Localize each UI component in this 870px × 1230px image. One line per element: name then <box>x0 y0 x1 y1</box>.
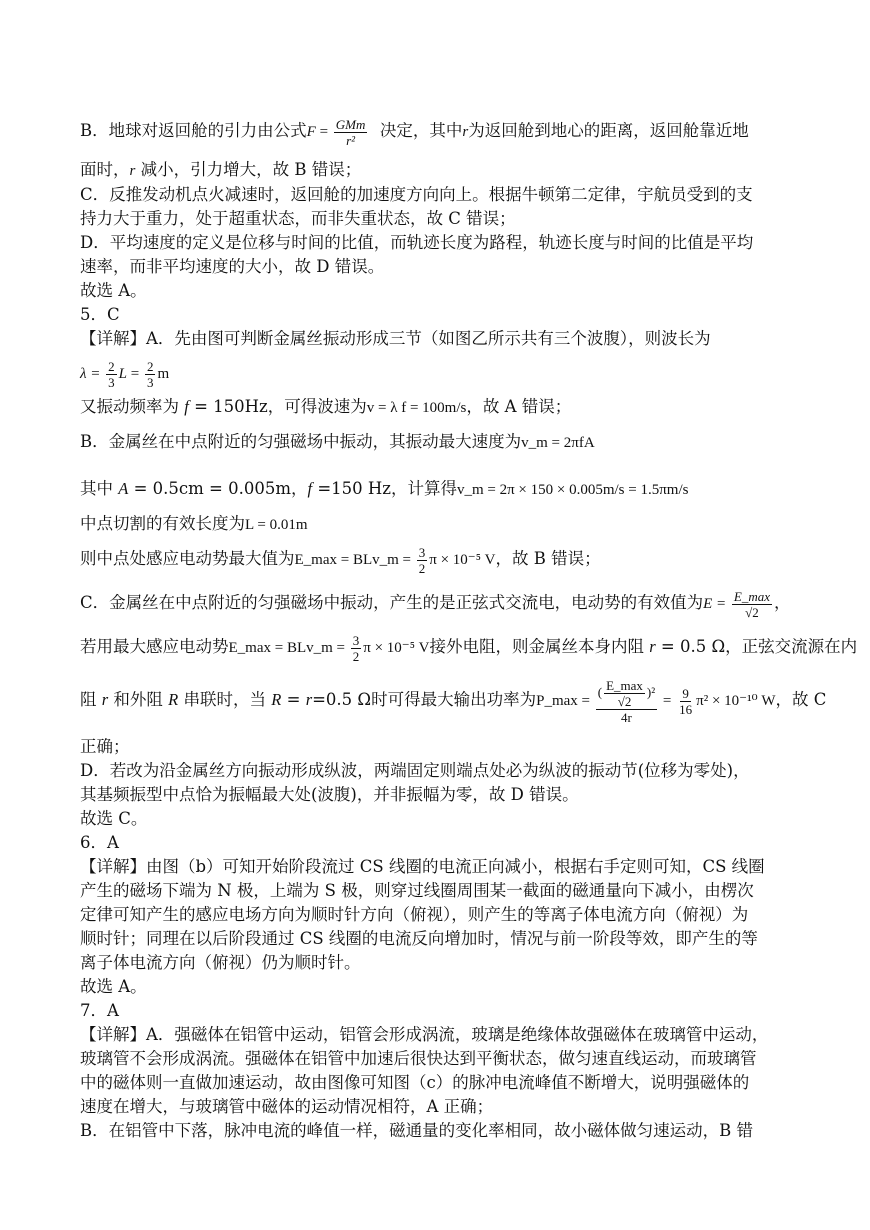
text-line: 【详解】由图（b）可知开始阶段流过 CS 线圈的电流正向减小，根据右手定则可知，CS 线圈 <box>80 857 765 876</box>
text-line: 中的磁体则一直做加速运动，故由图像可知图（c）的脉冲电流峰值不断增大，说明强磁体的 <box>80 1073 750 1092</box>
text-line: C．反推发动机点火减速时，返回舱的加速度方向向上。根据牛顿第二定律，宇航员受到的支 <box>80 185 753 204</box>
text-line: 定律可知产生的感应电场方向为顺时针方向（俯视），则产生的等离子体电流方向（俯视）为 <box>80 905 749 924</box>
emf-formula: E_max = BLv_m = $\frac{3}{2}$ π × 10⁻⁵ V <box>228 633 430 665</box>
text: 面时， <box>80 160 130 179</box>
velocity-calc: v_m = 2π × 150 × 0.005m/s = 1.5πm/s <box>456 482 689 498</box>
emf-formula: E_max = BLv_m = $\frac{3}{2}$ π × 10⁻⁵ V <box>294 545 496 577</box>
var-r: r <box>129 163 136 179</box>
text-line: 离子体电流方向（俯视）仍为顺时针。 <box>80 953 361 972</box>
text: B．地球对返回舱的引力由公式 <box>80 121 307 140</box>
text-line: 则中点处感应电动势最大值为E_max = BLv_m = $\frac{3}{2}$ π × 10⁻⁵ V，故 B 错误； <box>80 545 601 577</box>
text-line: 阻 r 和外阻 R 串联时，当 R = r=0.5 Ω时可得最大输出功率为P_max = ( $\frac{E\_\max}{√2}$ )² 4r = $\frac{9}{16}$ π² × 10⁻¹⁰ W，故 C <box>80 678 827 726</box>
text-line: 其中 A = 0.5cm = 0.005m，f =150 Hz，计算得v_m = 2π × 150 × 0.005m/s = 1.5πm/s <box>80 479 689 498</box>
max-power-formula: P_max = ( $\frac{E\_\max}{√2}$ )² 4r = $\frac{9}{16}$ π² × 10⁻¹⁰ W <box>536 678 776 726</box>
var-r: r <box>462 124 469 140</box>
text-line: 速度在增大，与玻璃管中磁体的运动情况相符，A 正确； <box>80 1097 494 1116</box>
answer-heading: 7．A <box>80 1001 119 1020</box>
max-velocity-formula: v_m = 2πfA <box>521 435 595 451</box>
text-line: B．金属丝在中点附近的匀强磁场中振动，其振动最大速度为v_m = 2πfA <box>80 432 595 451</box>
text-line: C．金属丝在中点附近的匀强磁场中振动，产生的是正弦式交流电，电动势的有效值为E = $\frac{E\_\max}{√2}$ ， <box>80 589 791 621</box>
text-line: 故选 C。 <box>80 809 148 828</box>
answer-heading: 5．C <box>80 305 120 324</box>
gravity-formula: F = $\frac{\text{GMm}}{\text{r²}}$ <box>306 117 366 149</box>
text-line: 玻璃管不会形成涡流。强磁体在铝管中加速后很快达到平衡状态，做匀速直线运动，而玻璃管 <box>80 1049 757 1068</box>
text-line: 【详解】A．强磁体在铝管中运动，铝管会形成涡流，玻璃是绝缘体故强磁体在玻璃管中运动， <box>80 1025 769 1044</box>
text-line: 若用最大感应电动势E_max = BLv_m = $\frac{3}{2}$ π × 10⁻⁵ V接外电阻，则金属丝本身内阻 r = 0.5 Ω，正弦交流源在内 <box>80 633 858 665</box>
text: 减小，引力增大，故 B 错误； <box>140 160 362 179</box>
wavelength-formula: λ = $\frac{2}{3}$ L = $\frac{2}{3}$ m <box>80 359 170 391</box>
text-line: 正确； <box>80 737 130 756</box>
text-line: 故选 A。 <box>80 281 147 300</box>
text-line: 【详解】A．先由图可判断金属丝振动形成三节（如图乙所示共有三个波腹），则波长为 <box>80 329 711 348</box>
text-line: 中点切割的有效长度为L = 0.01m <box>80 514 308 533</box>
text-line <box>80 104 794 158</box>
text-line: 持力大于重力，处于超重状态，而非失重状态，故 C 错误； <box>80 209 516 228</box>
text: 为返回舱到地心的距离，返回舱靠近地 <box>468 121 749 140</box>
text-line: 产生的磁场下端为 N 极，上端为 S 极，则穿过线圈周围某一截面的磁通量向下减小，由楞次 <box>80 881 754 900</box>
length-value: L = 0.01m <box>245 517 308 533</box>
text-line: 故选 A。 <box>80 977 147 996</box>
text: 决定，其中 <box>379 121 463 140</box>
wave-speed-formula: v = λ f = 100m/s <box>366 400 467 416</box>
text-line: D．平均速度的定义是位移与时间的比值，而轨迹长度为路程，轨迹长度与时间的比值是平均 <box>80 233 754 252</box>
rms-formula: E = $\frac{E\_\max}{√2}$ <box>703 589 771 621</box>
text-line: B．在铝管中下落，脉冲电流的峰值一样，磁通量的变化率相同，故小磁体做匀速运动，B 错 <box>80 1121 753 1140</box>
text-line <box>80 158 794 183</box>
text-line: 速率，而非平均速度的大小，故 D 错误。 <box>80 257 385 276</box>
answer-heading: 6．A <box>80 833 119 852</box>
text-line: 顺时针；同理在以后阶段通过 CS 线圈的电流反向增加时，情况与前一阶段等效，即产生的等 <box>80 929 758 948</box>
text-line: 其基频振型中点恰为振幅最大处(波腹)，并非振幅为零，故 D 错误。 <box>80 785 579 804</box>
text-line: D．若改为沿金属丝方向振动形成纵波，两端固定则端点处必为纵波的振动节(位移为零处)， <box>80 761 750 780</box>
text-line: 又振动频率为 f = 150Hz，可得波速为v = λ f = 100m/s，故 A 错误； <box>80 397 572 416</box>
document-page <box>80 104 858 1143</box>
